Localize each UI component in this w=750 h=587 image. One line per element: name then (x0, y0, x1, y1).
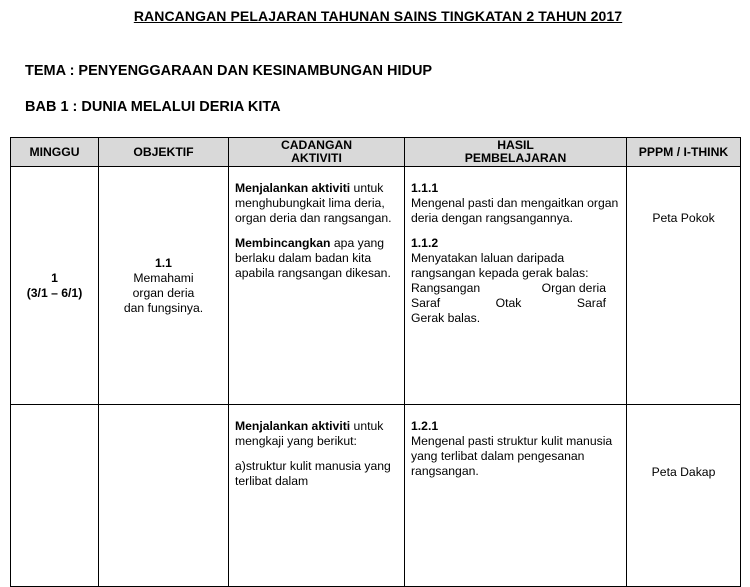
outcome-item (411, 181, 620, 226)
activity-verb: Menjalankan aktiviti (235, 419, 351, 433)
pathway-step: Gerak balas. (411, 311, 481, 325)
objective-line: Memahami (133, 270, 194, 285)
outcome-text: Mengenal pasti dan mengaitkan organ deria dengan rangsangannya. (411, 196, 619, 225)
objective-line: organ deria (132, 285, 195, 300)
pathway-line (411, 296, 620, 311)
week-number: 1 (51, 270, 58, 285)
document-title: RANCANGAN PELAJARAN TAHUNAN SAINS TINGKATAN 2 TAHUN 2017 (133, 8, 623, 24)
activity-paragraph (235, 236, 398, 281)
pathway-step: Organ deria (541, 281, 606, 295)
pathway-step: Saraf (576, 296, 606, 310)
week-cell (11, 405, 99, 587)
header-cadangan-line2: AKTIVITI (291, 151, 342, 165)
objective-cell (99, 167, 229, 405)
header-cadangan-aktiviti (229, 138, 405, 167)
objective-code: 1.1 (155, 255, 172, 270)
header-minggu: MINGGU (11, 138, 99, 167)
pathway-step: Saraf (411, 296, 441, 310)
week-dates: (3/1 – 6/1) (26, 285, 83, 300)
header-hasil-line2: PEMBELAJARAN (464, 151, 567, 165)
activity-paragraph (235, 181, 398, 226)
activity-text: untuk menghubungkait lima deria, organ deria dan rangsangan. (235, 181, 392, 225)
table-row (11, 167, 741, 405)
outcome-item (411, 236, 620, 326)
outcome-cell (405, 167, 627, 405)
outcome-code: 1.1.1 (411, 181, 439, 195)
week-cell (11, 167, 99, 405)
pathway-step: Otak (495, 296, 522, 310)
pppm-cell: Peta Dakap (627, 405, 741, 587)
theme-heading: TEMA : PENYENGGARAAN DAN KESINAMBUNGAN HIDUP (25, 63, 433, 79)
activity-cell (229, 167, 405, 405)
activity-paragraph (235, 419, 398, 449)
header-objektif: OBJEKTIF (99, 138, 229, 167)
activity-cell (229, 405, 405, 587)
outcome-code: 1.2.1 (411, 419, 439, 433)
table-row (11, 405, 741, 587)
table-header-row (11, 138, 741, 167)
outcome-code: 1.1.2 (411, 236, 439, 250)
objective-line: dan fungsinya. (123, 300, 204, 315)
chapter-heading: BAB 1 : DUNIA MELALUI DERIA KITA (25, 99, 281, 115)
activity-paragraph: a)struktur kulit manusia yang terlibat dalam (235, 459, 391, 488)
lesson-plan-table (10, 137, 741, 587)
objective-cell (99, 405, 229, 587)
outcome-cell (405, 405, 627, 587)
activity-text: untuk mengkaji yang berikut: (235, 419, 384, 448)
activity-verb: Membincangkan (235, 236, 331, 250)
outcome-text: Mengenal pasti struktur kulit manusia yang terlibat dalam pengesanan rangsangan. (411, 434, 613, 478)
outcome-item (411, 419, 620, 479)
header-hasil-line1: HASIL (497, 138, 534, 152)
header-hasil-pembelajaran (405, 138, 627, 167)
pathway-step: Rangsangan (411, 281, 481, 295)
activity-text: apa yang berlaku dalam badan kita apabila rangsangan dikesan. (235, 236, 391, 280)
outcome-text: Menyatakan laluan daripada rangsangan kepada gerak balas: (411, 251, 589, 280)
pppm-cell: Peta Pokok (627, 167, 741, 405)
pathway-line (411, 281, 620, 296)
activity-verb: Menjalankan aktiviti (235, 181, 351, 195)
header-cadangan-line1: CADANGAN (280, 138, 353, 152)
header-pppm: PPPM / I-THINK (627, 138, 741, 167)
